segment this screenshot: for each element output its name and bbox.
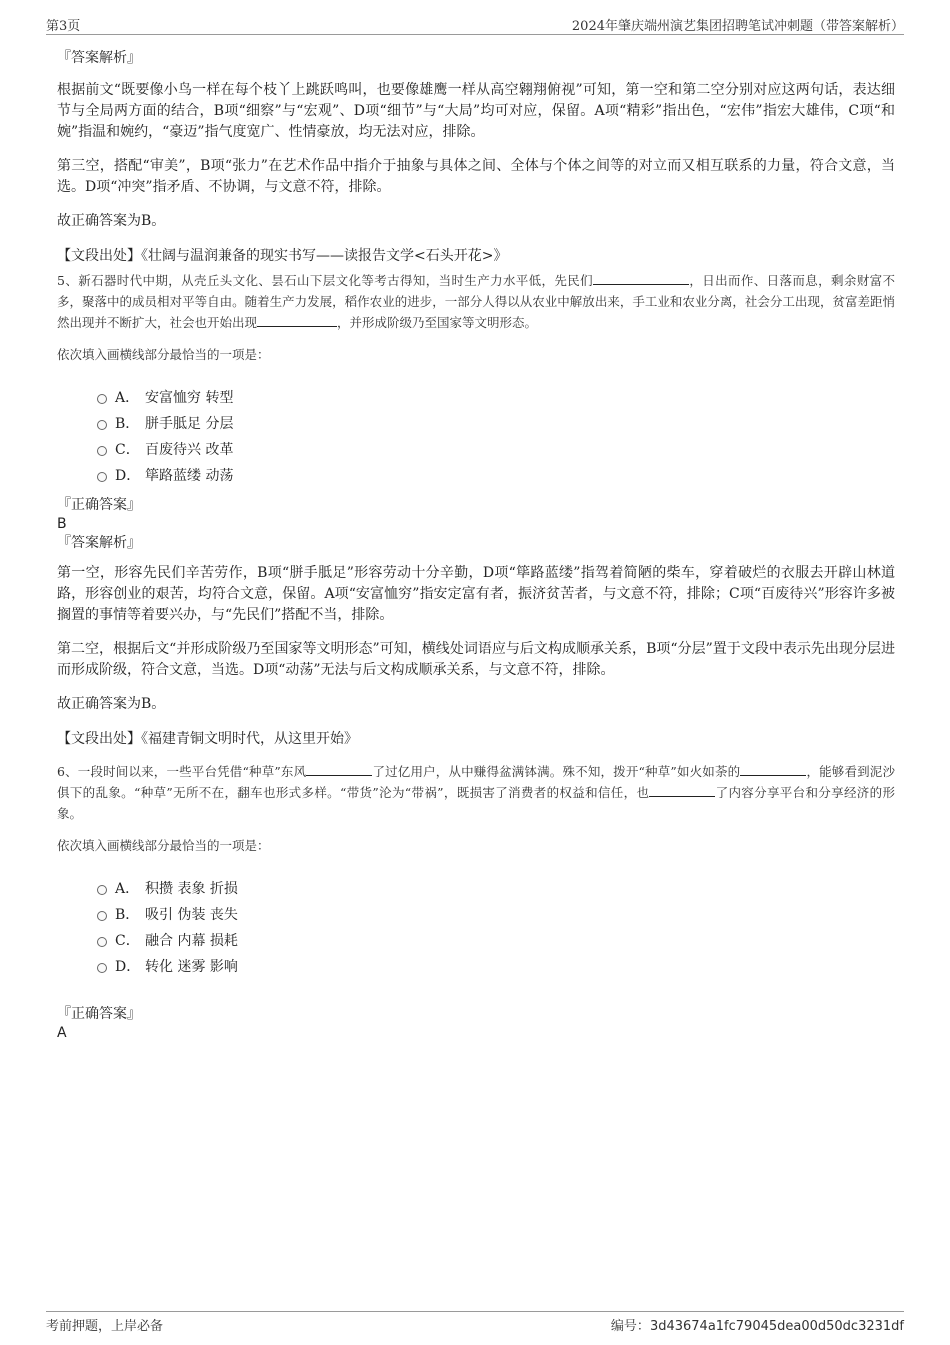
- q5-answer: B: [57, 516, 67, 532]
- footer-serial: 编号：3d43674a1fc79045dea00d50dc3231df: [610, 1319, 904, 1334]
- q5-analysis-label: 『答案解析』: [57, 535, 141, 551]
- q6-option-c[interactable]: C． 融合 内幕 损耗: [57, 928, 895, 954]
- q6-option-a[interactable]: A． 积攒 表象 折损: [57, 876, 895, 902]
- q6-blank-2: [740, 763, 806, 776]
- document-title: 2024年肇庆端州演艺集团招聘笔试冲刺题（带答案解析）: [571, 19, 904, 34]
- q5-stem: 5、新石器时代中期，从壳丘头文化、昙石山下层文化等考古得知，当时生产力水平低，先民们 ，日出而作、日落而息，剩余财富不多，聚落中的成员相对平等自由。随着生产力发展，稻作农业的进步，一部分人得以从农业中解放出来，手工业和农业分离，社会分工出现，贫富差距悄然出现并不断扩大，社会也开始出现 ，并形成阶级乃至国家等文明形态。: [57, 273, 895, 330]
- q5-conclusion: 故正确答案为B。: [57, 696, 166, 712]
- radio-icon[interactable]: [97, 446, 107, 456]
- q6-option-d[interactable]: D． 转化 迷雾 影响: [57, 954, 895, 980]
- q4-source: 【文段出处】《壮阔与温润兼备的现实书写——读报告文学<石头开花>》: [57, 248, 508, 264]
- q5-analysis-p1: 第一空，形容先民们辛苦劳作，B项“胼手胝足”形容劳动十分辛勤，D项“筚路蓝缕”指驾着简陋的柴车，穿着破烂的衣服去开辟山林道路，形容创业的艰苦，均符合文意，保留。A项“安富恤穷”指安定富有者，振济贫苦者，与文意不符，排除；C项“百废待兴”形容许多被搁置的事情等着要兴办，与“先民们”搭配不当，排除。: [57, 565, 895, 623]
- q5-option-c[interactable]: C． 百废待兴 改革: [57, 437, 895, 463]
- q6-options: [57, 876, 895, 980]
- page-number: 第3页: [46, 19, 81, 34]
- q5-option-b[interactable]: B． 胼手胝足 分层: [57, 411, 895, 437]
- q5-option-a[interactable]: A． 安富恤穷 转型: [57, 385, 895, 411]
- q6-answer: A: [57, 1025, 67, 1041]
- q5-prompt: 依次填入画横线部分最恰当的一项是：: [57, 347, 270, 362]
- serial-code: 3d43674a1fc79045dea00d50dc3231df: [649, 1319, 904, 1334]
- document-body: [57, 48, 895, 1042]
- radio-icon[interactable]: [97, 885, 107, 895]
- page-header: [46, 14, 904, 35]
- radio-icon[interactable]: [97, 394, 107, 404]
- q5-answer-label: 『正确答案』: [57, 497, 141, 513]
- q5-options: [57, 385, 895, 489]
- q6-stem: 6、一段时间以来，一些平台凭借“种草”东风 了过亿用户，从中赚得盆满钵满。殊不知，拨开“种草”如火如荼的 ，能够看到泥沙俱下的乱象。“种草”无所不在，翻车也形式多样。“带货”沦为“带祸”，既损害了消费者的权益和信任，也 了内容分享平台和分享经济的形象。: [57, 764, 895, 821]
- q4-analysis-label: 『答案解析』: [57, 50, 141, 66]
- q4-analysis-p2: 第三空，搭配“审美”，B项“张力”在艺术作品中指介于抽象与具体之间、全体与个体之间等的对立而又相互联系的力量，符合文意，当选。D项“冲突”指矛盾、不协调，与文意不符，排除。: [57, 158, 895, 195]
- q5-blank-2: [257, 314, 337, 327]
- footer-slogan: 考前押题，上岸必备: [46, 1319, 164, 1334]
- q5-analysis-p2: 第二空，根据后文“并形成阶级乃至国家等文明形态”可知，横线处词语应与后文构成顺承关系，B项“分层”置于文段中表示先出现分层进而形成阶级，符合文意，当选。D项“动荡”无法与后文构成顺承关系，与文意不符，排除。: [57, 641, 895, 678]
- q6-answer-label: 『正确答案』: [57, 1006, 141, 1022]
- q6-prompt: 依次填入画横线部分最恰当的一项是：: [57, 838, 270, 853]
- q6-option-b[interactable]: B． 吸引 伪装 丧失: [57, 902, 895, 928]
- q4-analysis-p1: 根据前文“既要像小鸟一样在每个枝丫上跳跃鸣叫，也要像雄鹰一样从高空翱翔俯视”可知，第一空和第二空分别对应这两句话，表达细节与全局两方面的结合，B项“细察”与“宏观”、D项“细节”与“大局”均可对应，保留。A项“精彩”指出色，“宏伟”指宏大雄伟，C项“和婉”指温和婉约，“豪迈”指气度宽广、性情豪放，均无法对应，排除。: [57, 82, 895, 140]
- q6-blank-3: [649, 784, 715, 797]
- page-footer: [46, 1311, 904, 1336]
- q4-conclusion: 故正确答案为B。: [57, 213, 166, 229]
- radio-icon[interactable]: [97, 420, 107, 430]
- radio-icon[interactable]: [97, 911, 107, 921]
- q6-blank-1: [306, 763, 372, 776]
- q5-option-d[interactable]: D． 筚路蓝缕 动荡: [57, 463, 895, 489]
- q5-blank-1: [593, 272, 689, 285]
- radio-icon[interactable]: [97, 472, 107, 482]
- q5-source: 【文段出处】《福建青铜文明时代，从这里开始》: [57, 731, 358, 747]
- radio-icon[interactable]: [97, 937, 107, 947]
- radio-icon[interactable]: [97, 963, 107, 973]
